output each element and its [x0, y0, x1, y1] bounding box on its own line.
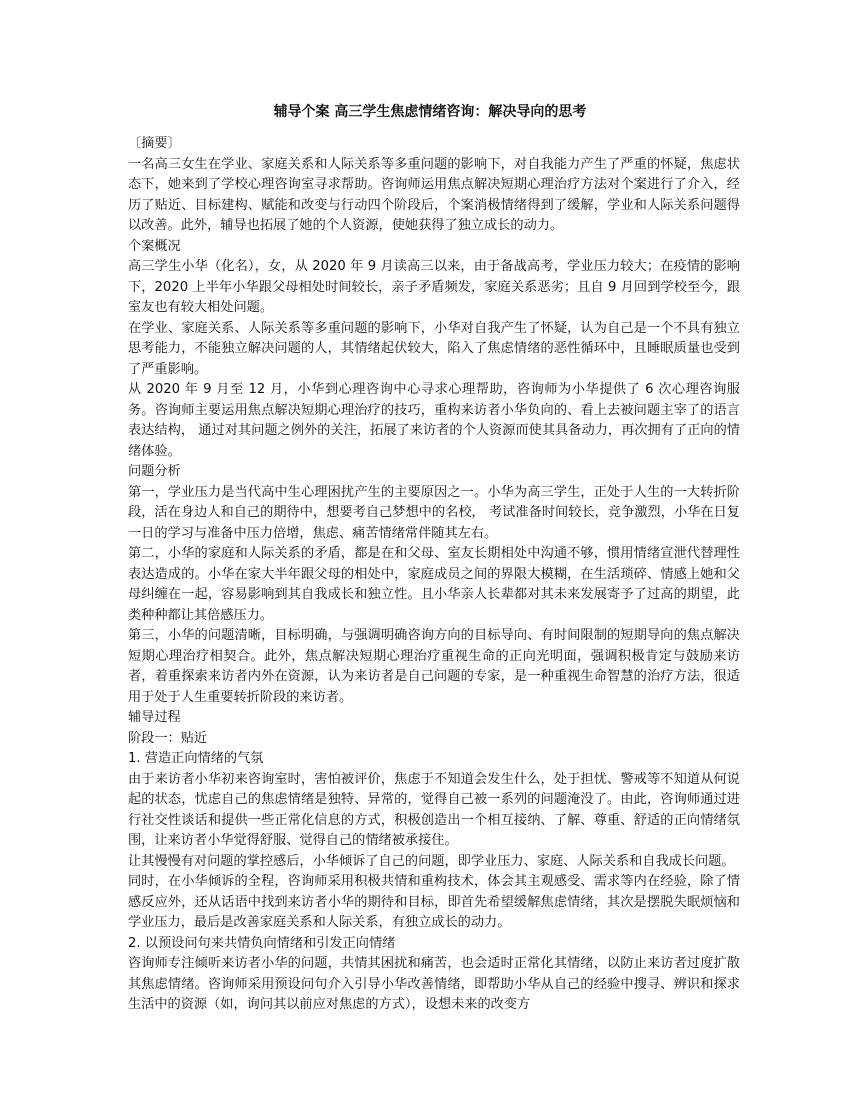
- abstract-paragraph: 一名高三女生在学业、家庭关系和人际关系等多重问题的影响下，对自我能力产生了严重的怀疑，焦虑状态下，她来到了学校心理咨询室寻求帮助。咨询师运用焦点解决短期心理治疗方法对个案进行了介入，经历了贴近、目标建构、赋能和改变与行动四个阶段后，个案消极情绪得到了缓解，学业和人际关系问题得以改善。此外，辅导也拓展了她的个人资源，使她获得了独立成长的动力。: [128, 156, 740, 233]
- step-heading-2: 2. 以预设问句来共情负向情绪和引发正向情绪: [128, 935, 396, 951]
- analysis-paragraph-1: 第一，学业压力是当代高中生心理困扰产生的主要原因之一。小华为高三学生，正处于人生的一大转折阶段，活在身边人和自己的期待中，想要考自己梦想中的名校， 考试准备时间较长，竞争激烈，小华在日复一日的学习与准备中压力倍增，焦虑、痛苦情绪常伴随其左右。: [128, 484, 740, 541]
- overview-paragraph-3: 从 2020 年 9 月至 12 月，小华到心理咨询中心寻求心理帮助，咨询师为小华提供了 6 次心理咨询服务。咨询师主要运用焦点解决短期心理治疗的技巧，重构来访者小华负向的、看上去被问题主宰了的语言表达结构， 通过对其问题之例外的关注，拓展了来访者的个人资源而使其具备动力，再次拥有了正向的情绪体验。: [128, 382, 740, 459]
- abstract-label: 〔摘要〕: [128, 136, 181, 151]
- section-heading-overview: 个案概况: [128, 238, 181, 254]
- step2-paragraph-1: 咨询师专注倾听来访者小华的问题，共情其困扰和痛苦，也会适时正常化其情绪，以防止来访者过度扩散其焦虑情绪。咨询师采用预设问句介入引导小华改善情绪，即帮助小华从自己的经验中搜寻、辨识和探求生活中的资源（如，询问其以前应对焦虑的方式），设想未来的改变方: [128, 956, 740, 1012]
- section-heading-process: 辅导过程: [128, 710, 181, 725]
- analysis-paragraph-2: 第二，小华的家庭和人际关系的矛盾，都是在和父母、室友长期相处中沟通不够，惯用情绪宣泄代替理性表达造成的。小华在家大半年跟父母的相处中，家庭成员之间的界限大模糊，在生活琐碎、情感上她和父母纠缠在一起，容易影响到其自我成长和独立性。且小华亲人长辈都对其未来发展寄予了过高的期望，此类种种都让其倍感压力。: [128, 546, 740, 623]
- step1-paragraph-3: 同时，在小华倾诉的全程，咨询师采用积极共情和重构技术，体会其主观感受、需求等内在经验，除了情感反应外，还从话语中找到来访者小华的期待和目标，即首先希望缓解焦虑情绪，其次是摆脱失眠烦恼和学业压力，最后是改善家庭关系和人际关系，有独立成长的动力。: [128, 874, 740, 930]
- section-heading-analysis: 问题分析: [128, 464, 181, 479]
- step1-paragraph-2: 让其慢慢有对问题的掌控感后，小华倾诉了自己的问题，即学业压力、家庭、人际关系和自我成长问题。: [128, 853, 735, 869]
- overview-paragraph-2: 在学业、家庭关系、人际关系等多重问题的影响下，小华对自我产生了怀疑，认为自己是一个不具有独立思考能力，不能独立解决问题的人，其情绪起伏较大，陷入了焦虑情绪的恶性循环中，且睡眠质量也受到了严重影响。: [128, 320, 740, 377]
- step-heading-1: 1. 营造正向情绪的气氛: [128, 751, 264, 766]
- step1-paragraph-1: 由于来访者小华初来咨询室时，害怕被评价，焦虑于不知道会发生什么，处于担忧、警戒等不知道从何说起的状态，忧虑自己的焦虑情绪是独特、异常的，觉得自己被一系列的问题淹没了。由此，咨询师通过进行社交性谈话和提供一些正常化信息的方式，积极创造出一个相互接纳、了解、尊重、舒适的正向情绪氛围，让来访者小华觉得舒服、觉得自己的情绪被承接住。: [128, 771, 740, 848]
- stage-heading-1: 阶段一：贴近: [128, 730, 208, 746]
- document-body: [128, 134, 740, 1016]
- document-title: 辅导个案 高三学生焦虑情绪咨询：解决导向的思考: [273, 104, 587, 120]
- overview-paragraph-1: 高三学生小华（化名），女，从 2020 年 9 月读高三以来，由于备战高考，学业压力较大；在疫情的影响下，2020 上半年小华跟父母相处时间较长，亲子矛盾频发，家庭关系恶劣；且自 9 月回到学校至今，跟室友也有较大相处问题。: [128, 259, 740, 315]
- analysis-paragraph-3: 第三，小华的问题清晰，目标明确，与强调明确咨询方向的目标导向、有时间限制的短期导向的焦点解决短期心理治疗相契合。此外，焦点解决短期心理治疗重视生命的正向光明面，强调积极肯定与鼓励来访者，着重探索来访者内外在资源，认为来访者是自己问题的专家，是一种重视生命智慧的治疗方法，很适用于处于人生重要转折阶段的来访者。: [128, 628, 740, 705]
